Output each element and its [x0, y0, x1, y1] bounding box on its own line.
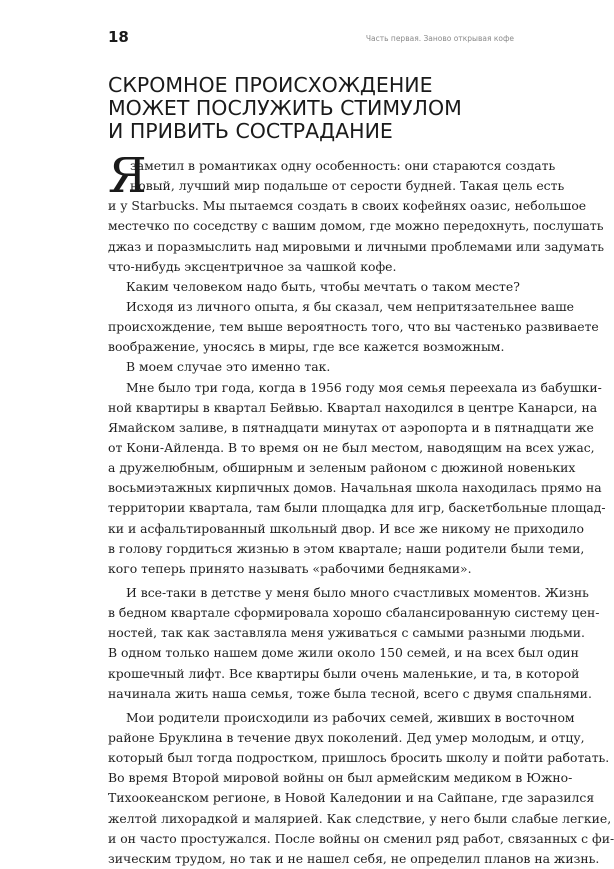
- text-line: Исходя из личного опыта, я бы сказал, чем непритязательнее ваше: [126, 298, 574, 314]
- text-line: и он часто простужался. После войны он сменил ряд работ, связанных с фи-: [108, 830, 614, 846]
- paragraph: [108, 277, 520, 297]
- paragraph: [108, 297, 599, 357]
- paragraph: [108, 357, 510, 377]
- text-line: джаз и поразмыслить над мировыми и личными проблемами или задумать: [108, 238, 605, 254]
- heading-line: СКРОМНОЕ ПРОИСХОЖДЕНИЕ: [108, 73, 433, 97]
- page-number: 18: [108, 28, 129, 46]
- text-line: Ямайском заливе, в пятнадцати минутах от аэропорта и в пятнадцати же: [108, 419, 594, 435]
- text-line: а дружелюбным, обширным и зеленым районом с дюжиной новеньких: [108, 460, 576, 476]
- text-line: И все-таки в детстве у меня было много счастливых моментов. Жизнь: [126, 584, 589, 600]
- text-line: что-нибудь эксцентричное за чашкой кофе.: [108, 258, 397, 274]
- text-line: В моем случае это именно так.: [126, 359, 331, 375]
- text-line: Тихоокеанском регионе, в Новой Каледонии и на Сайпане, где заразился: [108, 790, 595, 806]
- text-line: заметил в романтиках одну особенность: они стараются создать: [130, 158, 556, 173]
- text-line: воображение, уносясь в миры, где все кажется возможным.: [108, 339, 505, 355]
- chapter-heading: [108, 74, 528, 143]
- text-line: от Кони-Айленда. В то время он не был местом, наводящим на всех ужас,: [108, 439, 595, 455]
- text-line: Мои родители происходили из рабочих семей, живших в восточном: [126, 709, 575, 725]
- drop-cap: Я: [108, 148, 147, 204]
- heading-line: И ПРИВИТЬ СОСТРАДАНИЕ: [108, 119, 393, 143]
- text-line: начинала жить наша семья, тоже была тесной, всего с двумя спальнями.: [108, 685, 592, 701]
- text-line: в бедном квартале сформировала хорошо сбалансированную систему цен-: [108, 605, 600, 621]
- text-line: ной квартиры в квартал Бейвью. Квартал находился в центре Канарси, на: [108, 399, 598, 415]
- text-line: районе Бруклина в течение двух поколений. Дед умер молодым, и отцу,: [108, 729, 585, 745]
- paragraph: [108, 378, 606, 579]
- text-line: восьмиэтажных кирпичных домов. Начальная школа находилась прямо на: [108, 480, 602, 496]
- text-line: ки и асфальтированный школьный двор. И все же никому не приходило: [108, 520, 584, 536]
- text-line: происхождение, тем выше вероятность того, что вы частенько развиваете: [108, 319, 599, 335]
- text-line: местечко по соседству с вашим домом, где можно передохнуть, послушать: [108, 218, 604, 234]
- text-line: территории квартала, там были площадка для игр, баскетбольные площад-: [108, 500, 606, 516]
- body-text: [108, 148, 614, 869]
- text-line: желтой лихорадкой и малярией. Как следствие, у него были слабые легкие,: [108, 810, 612, 826]
- text-line: зическим трудом, но так и не нашел себя, не определил планов на жизнь.: [108, 850, 600, 866]
- text-line: крошечный лифт. Все квартиры были очень маленькие, и та, в которой: [108, 665, 580, 681]
- paragraph: [108, 156, 605, 277]
- text-line: В одном только нашем доме жили около 150 семей, и на всех был один: [108, 645, 579, 661]
- text-line: Во время Второй мировой войны он был армейским медиком в Южно-: [108, 770, 573, 786]
- text-line: новый, лучший мир подальше от серости будней. Такая цель есть: [130, 178, 565, 194]
- heading-line: МОЖЕТ ПОСЛУЖИТЬ СТИМУЛОМ: [108, 96, 462, 120]
- paragraph: [108, 708, 614, 869]
- text-line: в голову гордиться жизнью в этом квартале; наши родители были теми,: [108, 540, 585, 556]
- running-header: Часть первая. Заново открывая кофе: [365, 34, 514, 43]
- paragraph: [108, 583, 600, 704]
- text-line: который был тогда подростком, пришлось бросить школу и пойти работать.: [108, 750, 610, 766]
- text-line: Мне было три года, когда в 1956 году моя семья переехала из бабушки-: [126, 379, 602, 395]
- text-line: ностей, так как заставляла меня уживаться с самыми разными людьми.: [108, 625, 585, 641]
- text-line: Каким человеком надо быть, чтобы мечтать о таком месте?: [126, 278, 520, 294]
- text-line: кого теперь принято называть «рабочими бедняками».: [108, 560, 472, 576]
- text-line: и у Starbucks. Мы пытаемся создать в своих кофейнях оазис, небольшое: [108, 198, 587, 214]
